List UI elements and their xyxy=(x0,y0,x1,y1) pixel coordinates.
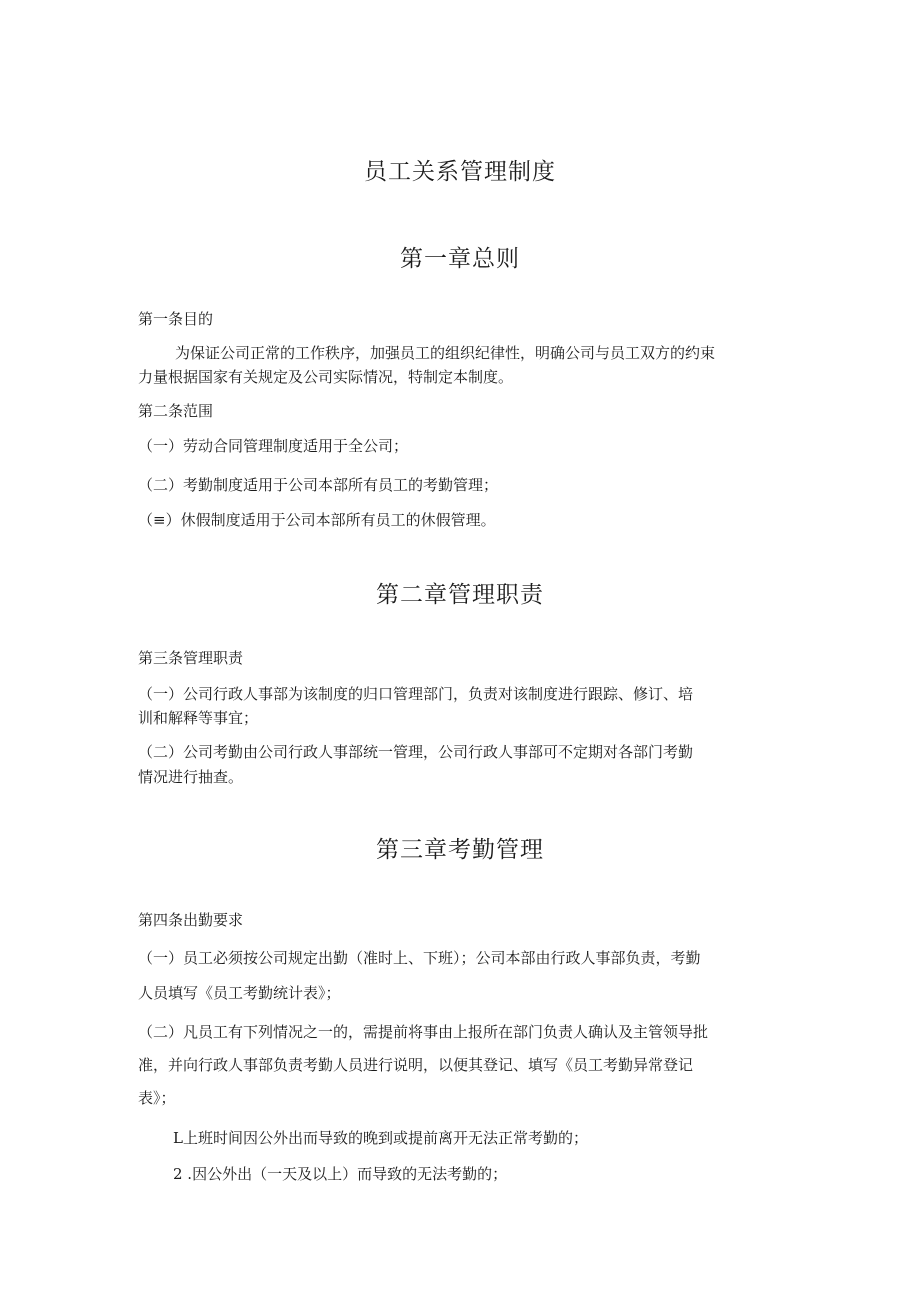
article-1-text-line-1: 为保证公司正常的工作秩序，加强员工的组织纪律性，明确公司与员工双方的约束 xyxy=(175,344,716,362)
article-4-item-2-line-2: 准，并向行政人事部负责考勤人员进行说明，以便其登记、填写《员工考勤异常登记 xyxy=(138,1056,694,1074)
document-title: 员工关系管理制度 xyxy=(364,159,556,185)
article-3-item-2-line-1: （二）公司考勤由公司行政人事部统一管理，公司行政人事部可不定期对各部门考勤 xyxy=(138,743,694,761)
article-4-sub-item-2: 2 .因公外出（一天及以上）而导致的无法考勤的； xyxy=(173,1165,508,1183)
article-2-heading: 第二条范围 xyxy=(138,402,214,420)
article-2-item-3: （≡）休假制度适用于公司本部所有员工的休假管理。 xyxy=(138,511,496,529)
article-2-item-2: （二）考勤制度适用于公司本部所有员工的考勤管理； xyxy=(138,476,499,494)
article-4-item-2-line-1: （二）凡员工有下列情况之一的，需提前将事由上报所在部门负责人确认及主管领导批 xyxy=(138,1023,709,1041)
chapter-1-title: 第一章总则 xyxy=(400,246,520,272)
article-2-item-1: （一）劳动合同管理制度适用于全公司； xyxy=(138,437,409,455)
article-1-text-line-2: 力量根据国家有关规定及公司实际情况，特制定本制度。 xyxy=(138,368,514,386)
article-4-item-1-line-1: （一）员工必须按公司规定出勤（准时上、下班）；公司本部由行政人事部负责，考勤 xyxy=(138,949,701,967)
article-3-item-1-line-2: 训和解释等事宜； xyxy=(138,709,259,727)
article-4-item-2-line-3: 表》； xyxy=(138,1089,176,1107)
article-1-heading: 第一条目的 xyxy=(138,310,214,328)
article-3-item-1-line-1: （一）公司行政人事部为该制度的归口管理部门，负责对该制度进行跟踪、修订、培 xyxy=(138,685,694,703)
chapter-3-title: 第三章考勤管理 xyxy=(376,837,544,863)
article-3-item-2-line-2: 情况进行抽查。 xyxy=(138,768,244,786)
article-4-item-1-line-2: 人员填写《员工考勤统计表》； xyxy=(138,984,341,1002)
article-4-sub-item-1: L上班时间因公外出而导致的晚到或提前离开无法正常考勤的； xyxy=(173,1129,588,1147)
article-4-heading: 第四条出勤要求 xyxy=(138,911,244,929)
chapter-2-title: 第二章管理职责 xyxy=(376,582,544,608)
article-3-heading: 第三条管理职责 xyxy=(138,649,244,667)
